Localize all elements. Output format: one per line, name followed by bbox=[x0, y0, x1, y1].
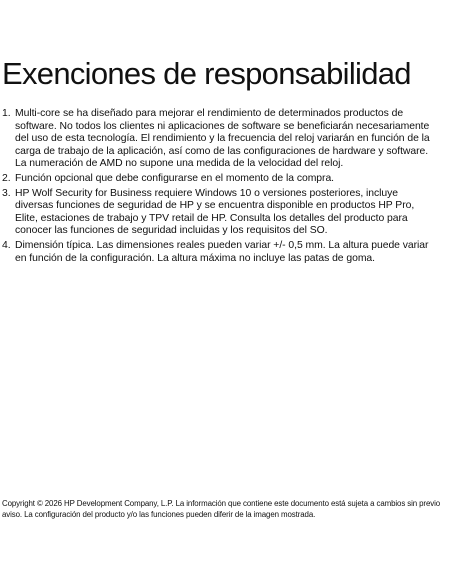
disclaimer-item-2 bbox=[0, 173, 437, 186]
page-title: Exenciones de responsabilidad bbox=[2, 56, 411, 91]
disclaimer-number: 3. bbox=[2, 187, 11, 199]
disclaimer-text: Función opcional que debe configurarse en el momento de la compra. bbox=[15, 172, 335, 184]
disclaimer-text: Dimensión típica. Las dimensiones reales pueden variar +/- 0,5 mm. La altura puede variar en función de la configuración. La altura máxima no incluye las patas de goma. bbox=[15, 239, 429, 264]
disclaimer-item-1 bbox=[0, 108, 437, 171]
disclaimer-item-3 bbox=[0, 188, 437, 238]
disclaimer-number: 1. bbox=[2, 108, 11, 119]
disclaimer-text: Multi-core se ha diseñado para mejorar el rendimiento de determinados productos de software. No todos los clientes ni aplicaciones de software se beneficiarán necesariamente del uso de esta tecnología. El rendimiento y la frecuencia del reloj variarán en función de la carga de trabajo de la aplicación, así como de las configuraciones de hardware y software. La numeración de AMD no supone una medida de la velocidad del reloj. bbox=[15, 108, 430, 170]
disclaimer-number: 4. bbox=[2, 239, 11, 251]
disclaimer-number: 2. bbox=[2, 172, 11, 184]
disclaimer-item-4 bbox=[0, 240, 437, 265]
disclaimer-text: HP Wolf Security for Business requiere Windows 10 o versiones posteriores, incluye diversas funciones de seguridad de HP y se encuentra disponible en productos HP Pro, Elite, estaciones de trabajo y TPV retail de HP. Consulta los detalles del producto para conocer las funciones de seguridad incluidas y los requisitos del SO. bbox=[15, 187, 415, 237]
disclaimer-list bbox=[0, 108, 437, 267]
copyright-footer: Copyright © 2026 HP Development Company, L.P. La información que contiene este documento está sujeta a cambios sin previo aviso. La configuración del producto y/o las funciones pueden diferir de la imagen mostrada. bbox=[2, 499, 441, 519]
